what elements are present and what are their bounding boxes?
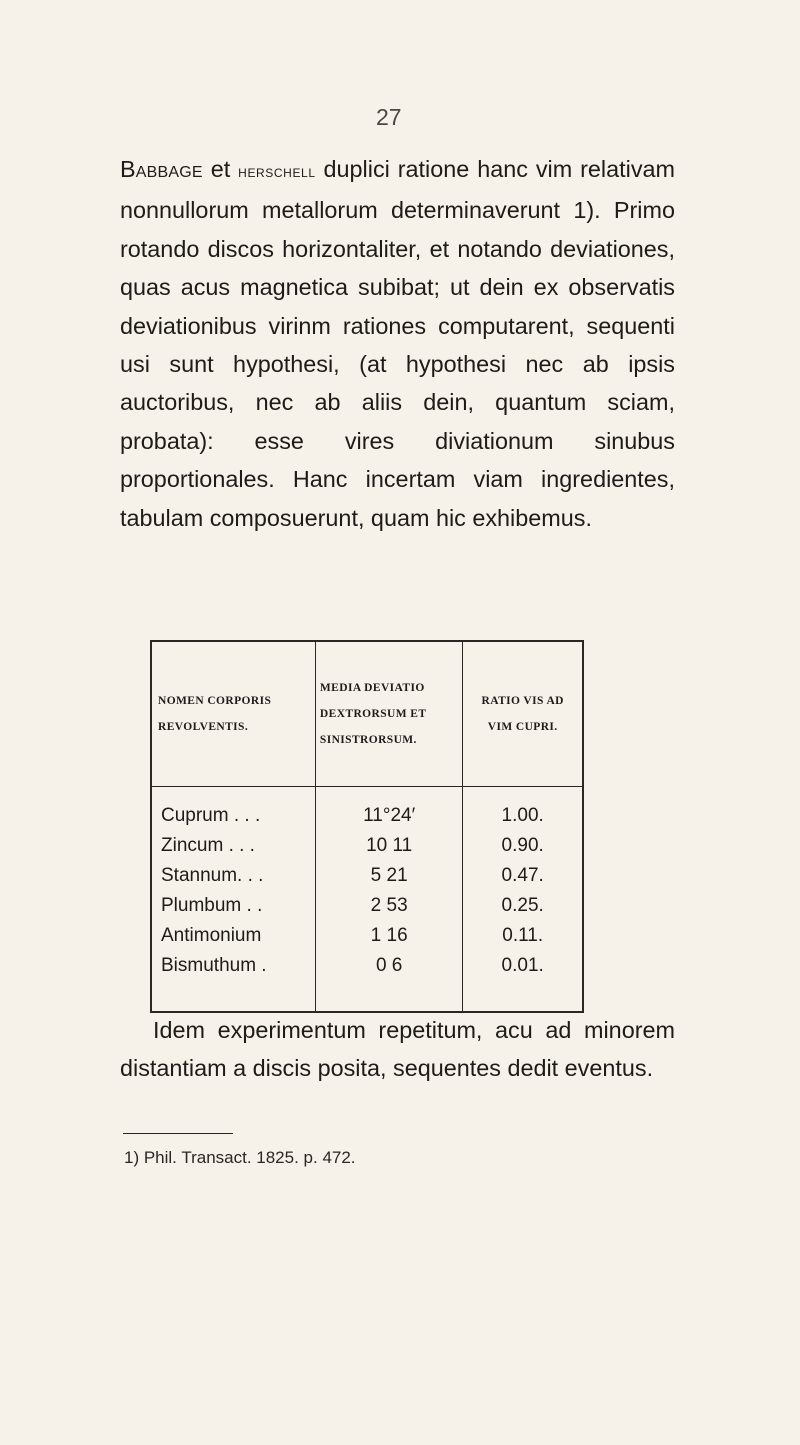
header-line: REVOLVENTIS. [158,721,249,733]
table-row [151,861,583,891]
deviation-value: 1 16 [315,921,462,951]
table-row [151,951,583,1012]
metal-name: Bismuthum . [151,951,315,1012]
author-babbage: Babbage [120,156,203,182]
table-row [151,831,583,861]
metal-name: Plumbum . . [151,891,315,921]
deviation-value: 0 6 [315,951,462,1012]
metal-name: Cuprum . . . [151,787,315,832]
conjunction: et [210,156,231,182]
body-paragraph-2 [120,1011,675,1088]
ratio-value: 0.01. [501,955,544,976]
deviation-value: 11°24′ [315,787,462,832]
deviation-value: 2 53 [315,891,462,921]
header-ratio-vis [463,641,583,787]
table-row [151,891,583,921]
header-line: VIM CUPRI. [487,721,558,733]
body-paragraph-1 [120,150,675,537]
ratio-value: 0.47. [501,865,544,886]
header-line: DEXTRORSUM ET [319,708,427,720]
header-nomen-corporis [151,641,315,787]
metal-name: Stannum. . . [151,861,315,891]
header-line: SINISTRORSUM. [319,734,417,746]
paragraph-1-body: duplici ratione hanc vim relativam nonnullorum metallorum determinaverunt 1). Primo rotando discos horizontaliter, et notando deviationes, quas acus magnetica subibat; ut dein ex observatis deviationibus virinm rationes computarent, sequenti usi sunt hypothesi, (at hypothesi nec ab ipsis auctoribus, nec ab aliis dein, quantum sciam, probata): esse vires diviationum sinubus proportionales. Hanc incertam viam ingredientes, tabulam composuerunt, quam hic exhibemus. [120,156,676,531]
header-line: RATIO VIS AD [481,695,564,707]
page-number: 27 [376,104,402,130]
deviation-value: 10 11 [315,831,462,861]
ratio-value: 1.00. [501,805,544,826]
metal-name: Zincum . . . [151,831,315,861]
header-media-deviatio [315,641,462,787]
ratio-value: 0.90. [501,835,544,856]
ratio-value: 0.11. [502,925,544,946]
author-herschell: herschell [238,162,316,181]
header-line: NOMEN CORPORIS [158,695,272,707]
footnote: 1) Phil. Transact. 1825. p. 472. [124,1148,356,1167]
deviation-value: 5 21 [315,861,462,891]
table-header-row [151,641,583,787]
ratio-value: 0.25. [501,895,544,916]
metals-deviation-table [150,640,584,1013]
footnote-divider [123,1133,233,1134]
table-row [151,787,583,832]
metal-name: Antimonium [151,921,315,951]
paragraph-2-text: Idem experimentum repetitum, acu ad minorem distantiam a discis posita, sequentes dedit eventus. [120,1017,675,1082]
table-row [151,921,583,951]
header-line: MEDIA DEVIATIO [319,682,425,694]
